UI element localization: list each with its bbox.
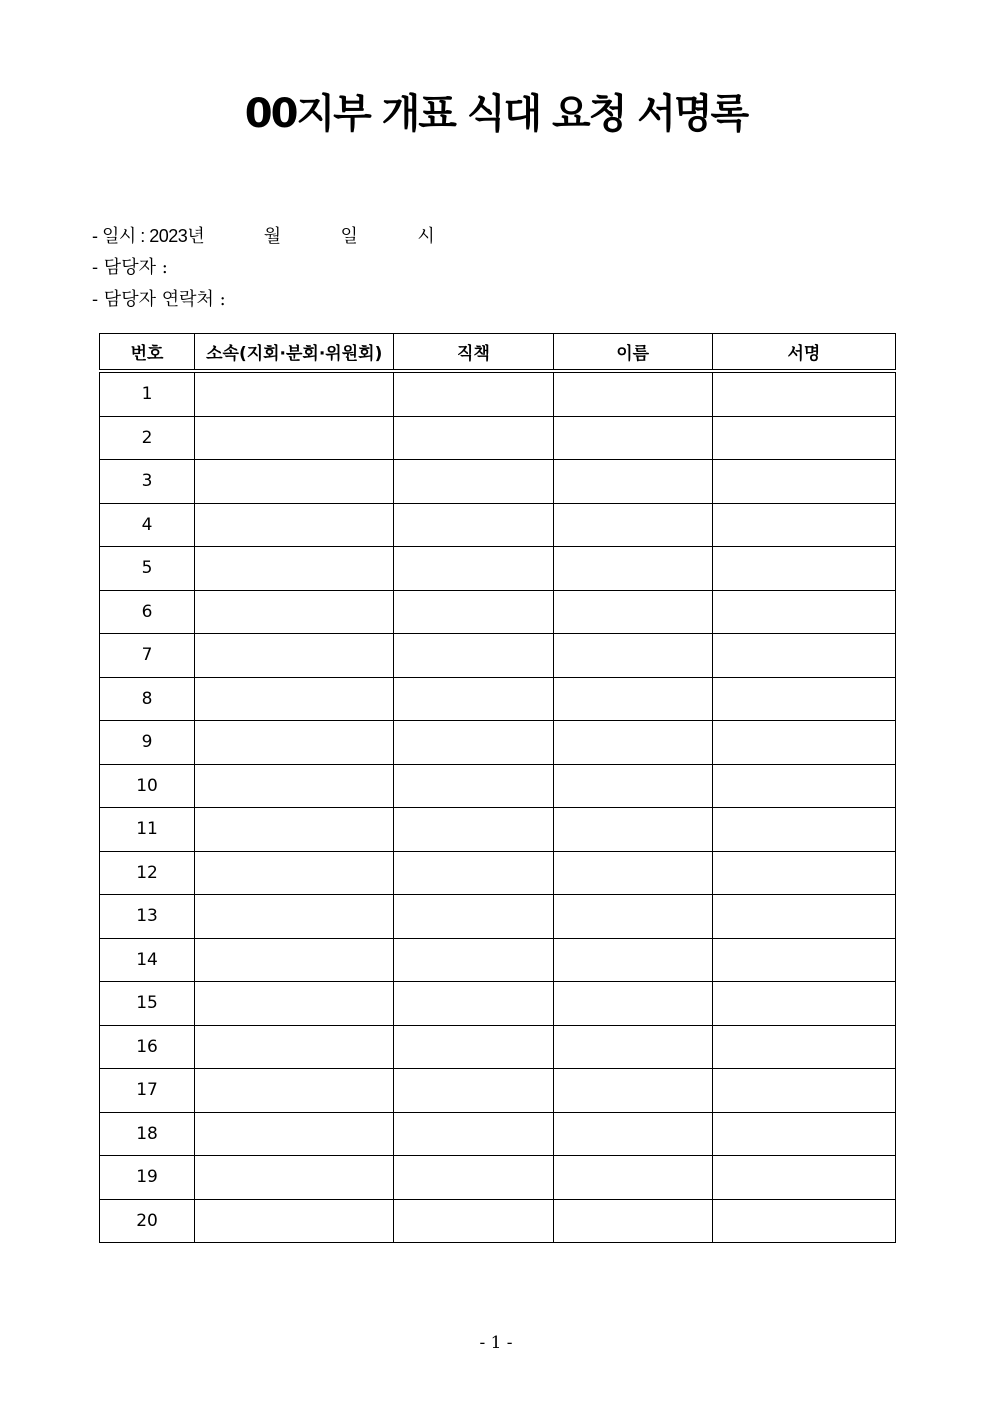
cell-signature[interactable]	[712, 764, 895, 808]
table-row	[100, 895, 896, 939]
cell-name[interactable]	[553, 982, 712, 1026]
table-row	[100, 938, 896, 982]
signature-table	[99, 333, 896, 1243]
cell-name[interactable]	[553, 1199, 712, 1243]
cell-signature[interactable]	[712, 982, 895, 1026]
table-row	[100, 634, 896, 678]
cell-number: 17	[100, 1069, 195, 1113]
cell-signature[interactable]	[712, 416, 895, 460]
table-row	[100, 764, 896, 808]
cell-affiliation[interactable]	[195, 677, 394, 721]
page-number: - 1 -	[479, 1333, 513, 1353]
cell-number: 10	[100, 764, 195, 808]
cell-affiliation[interactable]	[195, 416, 394, 460]
cell-position[interactable]	[394, 677, 553, 721]
cell-name[interactable]	[553, 590, 712, 634]
header-affiliation: 소속(지회·분회·위원회)	[195, 334, 394, 372]
cell-signature[interactable]	[712, 721, 895, 765]
cell-name[interactable]	[553, 721, 712, 765]
cell-name[interactable]	[553, 938, 712, 982]
cell-affiliation[interactable]	[195, 503, 394, 547]
cell-affiliation[interactable]	[195, 1112, 394, 1156]
cell-affiliation[interactable]	[195, 547, 394, 591]
cell-name[interactable]	[553, 1112, 712, 1156]
cell-name[interactable]	[553, 460, 712, 504]
cell-name[interactable]	[553, 1156, 712, 1200]
table-body	[100, 371, 896, 1243]
cell-position[interactable]	[394, 547, 553, 591]
cell-number: 19	[100, 1156, 195, 1200]
cell-signature[interactable]	[712, 851, 895, 895]
cell-signature[interactable]	[712, 895, 895, 939]
cell-position[interactable]	[394, 503, 553, 547]
cell-affiliation[interactable]	[195, 1025, 394, 1069]
table-row	[100, 982, 896, 1026]
cell-name[interactable]	[553, 895, 712, 939]
table-row	[100, 851, 896, 895]
cell-number: 6	[100, 590, 195, 634]
cell-name[interactable]	[553, 1069, 712, 1113]
cell-position[interactable]	[394, 1069, 553, 1113]
cell-affiliation[interactable]	[195, 634, 394, 678]
cell-affiliation[interactable]	[195, 1069, 394, 1113]
table-row	[100, 677, 896, 721]
cell-affiliation[interactable]	[195, 371, 394, 416]
cell-position[interactable]	[394, 634, 553, 678]
cell-position[interactable]	[394, 1025, 553, 1069]
cell-number: 2	[100, 416, 195, 460]
cell-position[interactable]	[394, 895, 553, 939]
cell-position[interactable]	[394, 416, 553, 460]
manager-label: - 담당자 :	[92, 257, 168, 278]
cell-number: 7	[100, 634, 195, 678]
table-row	[100, 808, 896, 852]
cell-signature[interactable]	[712, 1025, 895, 1069]
table-row	[100, 1156, 896, 1200]
month-label: 월	[263, 226, 282, 247]
cell-signature[interactable]	[712, 371, 895, 416]
document-title: 00지부 개표 식대 요청 서명록	[244, 91, 748, 137]
hour-label: 시	[417, 226, 435, 247]
cell-signature[interactable]	[712, 503, 895, 547]
cell-position[interactable]	[394, 808, 553, 852]
cell-signature[interactable]	[712, 1069, 895, 1113]
cell-number: 12	[100, 851, 195, 895]
cell-signature[interactable]	[712, 808, 895, 852]
cell-affiliation[interactable]	[195, 808, 394, 852]
cell-name[interactable]	[553, 851, 712, 895]
cell-number: 20	[100, 1199, 195, 1243]
cell-name[interactable]	[553, 677, 712, 721]
cell-number: 8	[100, 677, 195, 721]
cell-affiliation[interactable]	[195, 721, 394, 765]
cell-signature[interactable]	[712, 634, 895, 678]
cell-affiliation[interactable]	[195, 851, 394, 895]
cell-number: 4	[100, 503, 195, 547]
header-position: 직책	[394, 334, 553, 372]
cell-position[interactable]	[394, 460, 553, 504]
cell-number: 1	[100, 371, 195, 416]
cell-number: 15	[100, 982, 195, 1026]
table-row	[100, 1112, 896, 1156]
cell-signature[interactable]	[712, 1156, 895, 1200]
cell-name[interactable]	[553, 764, 712, 808]
cell-position[interactable]	[394, 1112, 553, 1156]
cell-signature[interactable]	[712, 677, 895, 721]
cell-signature[interactable]	[712, 938, 895, 982]
table-row	[100, 590, 896, 634]
cell-position[interactable]	[394, 982, 553, 1026]
cell-affiliation[interactable]	[195, 590, 394, 634]
cell-name[interactable]	[553, 547, 712, 591]
cell-number: 3	[100, 460, 195, 504]
cell-affiliation[interactable]	[195, 1199, 394, 1243]
cell-number: 5	[100, 547, 195, 591]
header-signature: 서명	[712, 334, 895, 372]
info-block	[92, 220, 435, 316]
cell-affiliation[interactable]	[195, 764, 394, 808]
cell-position[interactable]	[394, 1156, 553, 1200]
table-row	[100, 1025, 896, 1069]
header-number: 번호	[100, 334, 195, 372]
cell-signature[interactable]	[712, 1112, 895, 1156]
cell-position[interactable]	[394, 590, 553, 634]
cell-number: 11	[100, 808, 195, 852]
cell-number: 18	[100, 1112, 195, 1156]
cell-position[interactable]	[394, 1199, 553, 1243]
date-line	[92, 220, 435, 252]
day-label: 일	[340, 226, 358, 247]
cell-affiliation[interactable]	[195, 895, 394, 939]
table-row	[100, 371, 896, 416]
cell-name[interactable]	[553, 808, 712, 852]
cell-position[interactable]	[394, 938, 553, 982]
table-row	[100, 547, 896, 591]
cell-position[interactable]	[394, 371, 553, 416]
cell-signature[interactable]	[712, 1199, 895, 1243]
cell-number: 14	[100, 938, 195, 982]
contact-label: - 담당자 연락처 :	[92, 289, 226, 310]
table-row	[100, 503, 896, 547]
cell-number: 9	[100, 721, 195, 765]
cell-affiliation[interactable]	[195, 938, 394, 982]
cell-name[interactable]	[553, 634, 712, 678]
table-row	[100, 1069, 896, 1113]
cell-signature[interactable]	[712, 590, 895, 634]
cell-number: 16	[100, 1025, 195, 1069]
date-label: - 일시 : 2023년	[92, 226, 205, 246]
manager-line	[92, 252, 435, 284]
cell-affiliation[interactable]	[195, 460, 394, 504]
table-row	[100, 1199, 896, 1243]
contact-line	[92, 284, 435, 316]
cell-position[interactable]	[394, 851, 553, 895]
cell-signature[interactable]	[712, 460, 895, 504]
table-row	[100, 460, 896, 504]
table-row	[100, 416, 896, 460]
cell-name[interactable]	[553, 371, 712, 416]
cell-position[interactable]	[394, 721, 553, 765]
cell-affiliation[interactable]	[195, 1156, 394, 1200]
cell-name[interactable]	[553, 1025, 712, 1069]
cell-position[interactable]	[394, 764, 553, 808]
cell-affiliation[interactable]	[195, 982, 394, 1026]
cell-number: 13	[100, 895, 195, 939]
cell-signature[interactable]	[712, 547, 895, 591]
cell-name[interactable]	[553, 416, 712, 460]
cell-name[interactable]	[553, 503, 712, 547]
table-header-row	[100, 334, 896, 372]
header-name: 이름	[553, 334, 712, 372]
table-row	[100, 721, 896, 765]
